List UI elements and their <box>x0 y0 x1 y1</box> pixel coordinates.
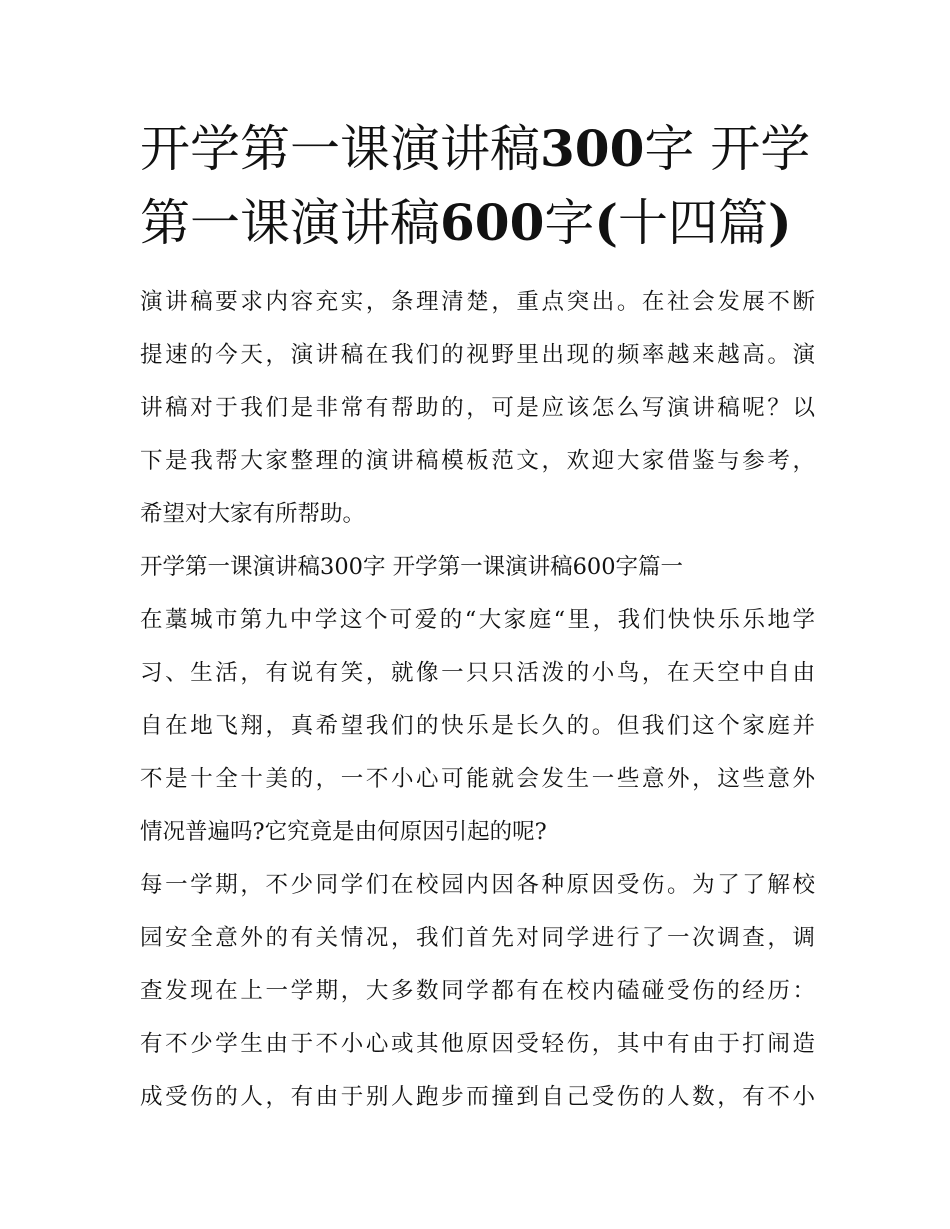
body-text-line: 不是十全十美的，一不小心可能就会发生一些意外，这些意外 <box>140 766 815 792</box>
body-text-line: 下是我帮大家整理的演讲稿模板范文，欢迎大家借鉴与参考， <box>140 448 815 474</box>
body-text-line: 希望对大家有所帮助。 <box>140 501 366 527</box>
body-text-line: 开学第一课演讲稿300字 开学第一课演讲稿600字篇一 <box>140 554 684 580</box>
body-text-line: 提速的今天，演讲稿在我们的视野里出现的频率越来越高。演 <box>140 342 815 368</box>
body-text-line: 园安全意外的有关情况，我们首先对同学进行了一次调查，调 <box>140 925 815 951</box>
body-text-line: 在藁城市第九中学这个可爱的“大家庭“里，我们快快乐乐地学 <box>140 607 815 633</box>
title-line-1: 开学第一课演讲稿300字 开学 <box>140 119 811 178</box>
body-text-line: 查发现在上一学期，大多数同学都有在校内磕碰受伤的经历： <box>140 978 815 1004</box>
body-text-line: 演讲稿要求内容充实，条理清楚，重点突出。在社会发展不断 <box>140 289 815 315</box>
body-text-line: 成受伤的人，有由于别人跑步而撞到自己受伤的人数，有不小 <box>140 1084 815 1110</box>
body-text-line: 习、生活，有说有笑，就像一只只活泼的小鸟，在天空中自由 <box>140 660 815 686</box>
body-text-line: 讲稿对于我们是非常有帮助的，可是应该怎么写演讲稿呢？以 <box>140 395 815 421</box>
document-title <box>140 112 820 260</box>
body-text-line: 有不少学生由于不小心或其他原因受轻伤，其中有由于打闹造 <box>140 1031 815 1057</box>
body-text-line: 自在地飞翔，真希望我们的快乐是长久的。但我们这个家庭并 <box>140 713 815 739</box>
document-body <box>140 276 815 1124</box>
body-text-line: 情况普遍吗?它究竟是由何原因引起的呢? <box>140 819 547 845</box>
body-text-line: 每一学期，不少同学们在校园内因各种原因受伤。为了了解校 <box>140 872 815 898</box>
title-line-2: 第一课演讲稿600字(十四篇) <box>140 193 792 252</box>
